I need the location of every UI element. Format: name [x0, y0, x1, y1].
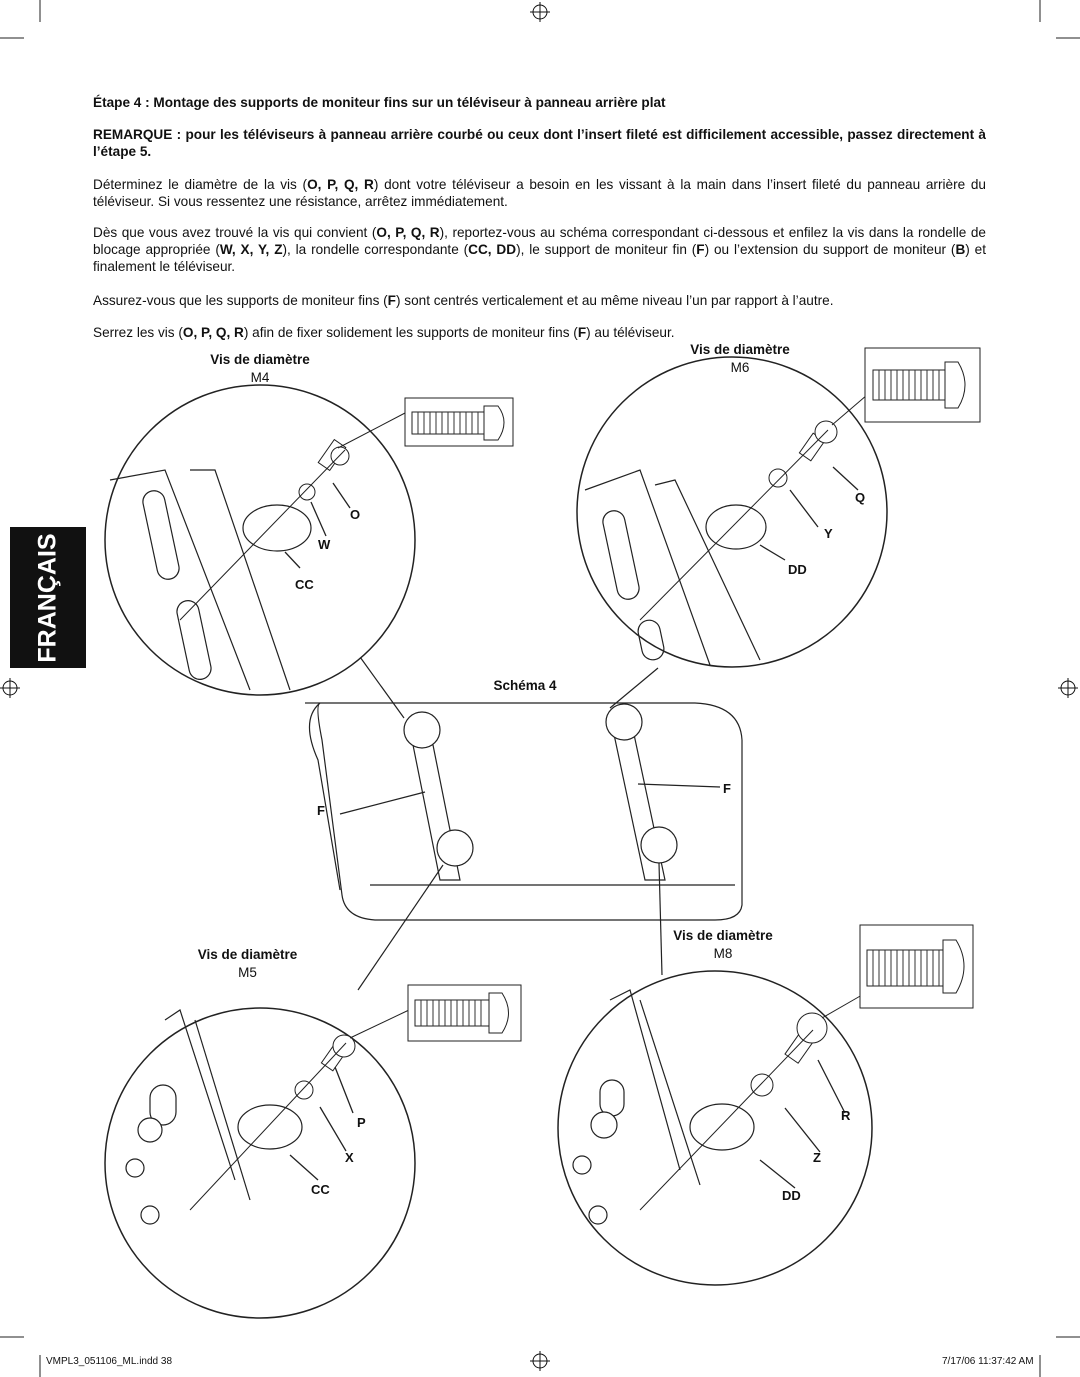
footer-date: 7/17/06 11:37:42 AM — [942, 1356, 1034, 1367]
step-heading: Étape 4 : Montage des supports de moniteur fins sur un téléviseur à panneau arrière plat — [93, 95, 666, 110]
label-m4: M4 — [250, 370, 270, 385]
screw-detail-m4 — [405, 398, 513, 446]
callout-y: Y — [824, 526, 833, 541]
label-diam-m5: Vis de diamètre — [197, 947, 298, 962]
registration-mark-left — [0, 678, 20, 698]
screw-detail-m6 — [865, 348, 980, 422]
paragraph-4: Serrez les vis (O, P, Q, R) afin de fixer solidement les supports de moniteur fins (F) au téléviseur. — [93, 325, 675, 340]
label-diam-m8: Vis de diamètre — [673, 928, 773, 943]
bracket-right-small — [606, 704, 677, 880]
label-m5: M5 — [238, 965, 257, 980]
callout-f-left: F — [317, 803, 325, 818]
screw-detail-m8 — [860, 925, 973, 1008]
callout-x: X — [345, 1150, 354, 1165]
registration-mark-top — [530, 2, 550, 22]
footer-file: VMPL3_051106_ML.indd 38 — [46, 1356, 173, 1367]
tv-panel — [305, 703, 742, 920]
detail-circle-m5 — [105, 1008, 415, 1318]
callout-dd-2: DD — [782, 1188, 801, 1203]
screw-detail-m5 — [408, 985, 521, 1041]
callout-cc-2: CC — [311, 1182, 330, 1197]
callout-p: P — [357, 1115, 366, 1130]
paragraph-3: Assurez-vous que les supports de moniteur fins (F) sont centrés verticalement et au même niveau l’un par rapport à l’autre. — [93, 293, 834, 308]
paragraph-2: Dès que vous avez trouvé la vis qui convient (O, P, Q, R), reportez-vous au schéma correspondant ci-dessous et enfilez la vis dans la rondelle de blocage appropriée (W, X, Y, Z), la rondelle correspondante (CC, DD), le support de moniteur fin (F) ou l’extension du support de moniteur (B) et finalement le téléviseur. — [93, 225, 986, 274]
detail-circle-m6 — [577, 357, 887, 667]
callout-cc-1: CC — [295, 577, 314, 592]
detail-circle-m8 — [558, 971, 872, 1285]
registration-mark-bottom — [530, 1351, 550, 1371]
language-tab: FRANÇAIS — [10, 527, 86, 668]
label-diam-m4: Vis de diamètre — [210, 352, 310, 367]
callout-r: R — [841, 1108, 851, 1123]
callout-f-right: F — [723, 781, 731, 796]
registration-mark-right — [1058, 678, 1078, 698]
remark: REMARQUE : pour les téléviseurs à panneau arrière courbé ou ceux dont l’insert fileté est difficilement accessible, passez directement à l’étape 5. — [93, 127, 986, 159]
label-m8: M8 — [713, 946, 733, 961]
callout-z: Z — [813, 1150, 821, 1165]
bracket-left-small — [404, 712, 473, 880]
callout-dd-1: DD — [788, 562, 807, 577]
diagram-caption: Schéma 4 — [493, 678, 557, 693]
label-m6: M6 — [730, 360, 750, 375]
paragraph-1: Déterminez le diamètre de la vis (O, P, Q, R) dont votre téléviseur a besoin en les vissant à la main dans l’insert fileté du panneau arrière du téléviseur. Si vous ressentez une résistance, arrêtez immédiatement. — [93, 177, 986, 209]
callout-w: W — [318, 537, 331, 552]
callout-q: Q — [855, 490, 866, 505]
detail-circle-m4 — [105, 385, 415, 695]
label-diam-m6: Vis de diamètre — [690, 342, 790, 357]
callout-o: O — [350, 507, 361, 522]
